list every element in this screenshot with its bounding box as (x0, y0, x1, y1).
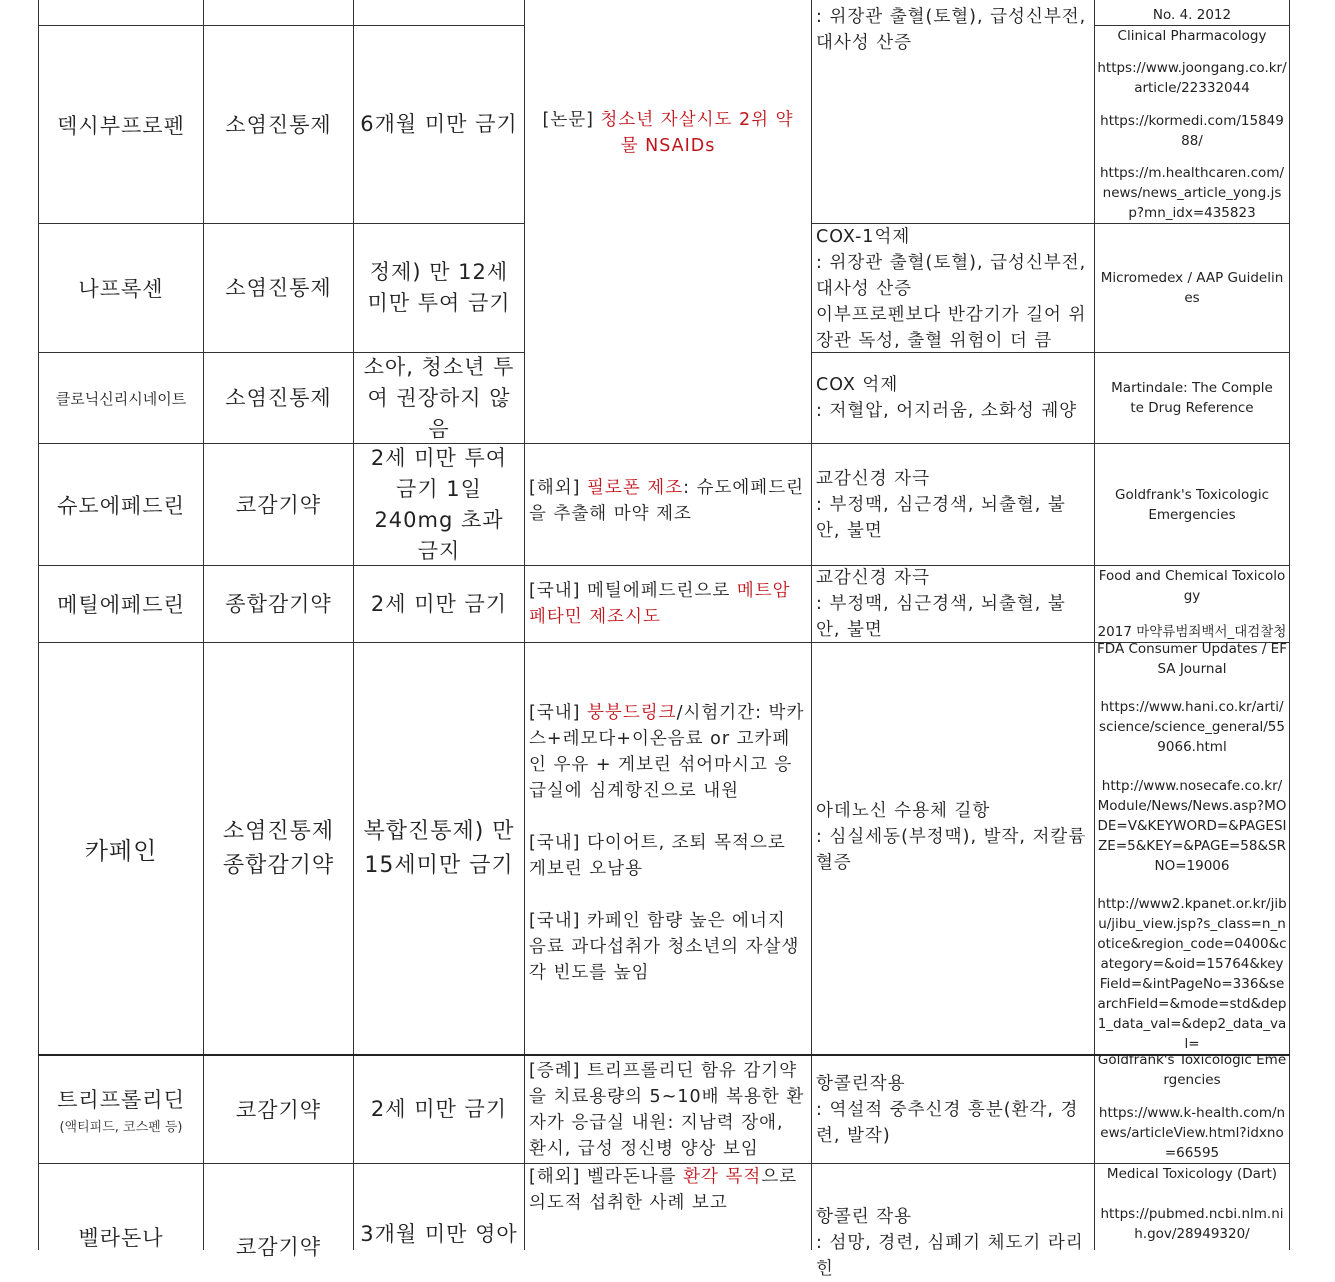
source-link[interactable]: http://www.nosecafe.co.kr/Module/News/News.asp?MODE=V&KEYWORD=&PAGESIZE=5&KEY=&PAGE=58&SRNO=19006 (1097, 777, 1287, 874)
top-source (1095, 0, 1289, 25)
nsaid-case-cell (525, 0, 811, 443)
drug-class-cell (204, 444, 353, 565)
case-prefix: [국내] (529, 702, 588, 723)
source-link[interactable]: https://m.healthcaren.com/news/news_article_yong.jsp?mn_idx=435823 (1099, 164, 1285, 221)
source-line: Martindale: The Complete Drug Reference (1111, 380, 1273, 416)
case-highlight: 붕붕드링크 (587, 702, 677, 723)
drug-class: 코감기약 (235, 1097, 322, 1122)
effect-line: 아데노신 수용체 길항 (816, 800, 991, 821)
effect-line: 항콜린작용 (816, 1073, 906, 1094)
effect-cell (812, 1164, 1094, 1279)
source-cell (1095, 1164, 1289, 1250)
drug-name: 벨라돈나 (78, 1226, 164, 1250)
effect-cell (812, 444, 1094, 565)
drug-class: 소염진통제 (225, 276, 332, 300)
age-restriction: 소아, 청소년 투여 권장하지 않음 (363, 354, 515, 441)
drug-name: 카페인 (84, 837, 158, 865)
source-line: Clinical Pharmacology (1117, 28, 1267, 44)
table-border-right (1289, 0, 1290, 1250)
drug-class: 소염진통제 (225, 112, 332, 137)
effect-line: 교감신경 자극 (816, 568, 930, 588)
effect-line: : 역설적 중추신경 흥분(환각, 경련, 발작) (816, 1099, 1079, 1146)
case-text: 으로 의도적 섭취한 사례 보고 (529, 1167, 798, 1213)
drug-name-cell (39, 1164, 203, 1250)
case-prefix: [국내] 메틸에페드린으로 (529, 581, 737, 601)
effect-line: : 부정맥, 심근경색, 뇌출혈, 불안, 불면 (816, 594, 1066, 640)
effect-line: COX-1억제 (816, 227, 911, 247)
case-text: [증례] 트리프롤리딘 함유 감기약을 치료용량의 5~10배 복용한 환자가 응급실 내원: 지남력 장애, 환시, 급성 정신병 양상 보임 (529, 1060, 805, 1159)
case-highlight: 필로폰 제조 (587, 477, 684, 498)
drug-name-cell (39, 1056, 203, 1163)
drug-class: 소염진통제 (225, 386, 332, 410)
case-cell (525, 444, 811, 565)
case-cell (525, 566, 811, 642)
drug-class-cell (204, 224, 353, 352)
source-line: 2017 마약류범죄백서_대검찰청 (1097, 624, 1287, 640)
effect-cell (812, 643, 1094, 1054)
source-line: FDA Consumer Updates / EFSA Journal (1097, 641, 1287, 677)
drug-name-cell (39, 353, 203, 443)
source-line: Goldfrank's Toxicologic Emergencies (1097, 1052, 1287, 1088)
drug-name-cell (39, 566, 203, 642)
source-link[interactable]: https://www.hani.co.kr/arti/science/science_general/559066.html (1099, 699, 1285, 756)
drug-class: 코감기약 (235, 492, 322, 517)
case-highlight: 메트암페타민 제조시도 (529, 581, 791, 627)
drug-class-cell (204, 26, 353, 223)
age-cell (354, 566, 524, 642)
age-restriction: 2세 미만 투여 금기 1일 240mg 초과 금지 (370, 445, 508, 563)
case-prefix: [해외] 벨라돈나를 (529, 1167, 684, 1187)
age-cell (354, 224, 524, 352)
drug-class-cell (204, 353, 353, 443)
drug-class-cell (204, 1164, 353, 1259)
case-text: : 슈도에페드린을 추출해 마약 제조 (529, 477, 805, 524)
source-link[interactable]: https://kormedi.com/1584988/ (1100, 112, 1284, 149)
drug-name: 트리프롤리딘 (57, 1088, 185, 1112)
drug-class: 종합감기약 (225, 592, 332, 616)
source-link[interactable]: http://www2.kpanet.or.kr/jibu/jibu_view.jsp?s_class=n_notice&region_code=0400&category=&oid=15764&keyField=&intPageNo=336&searchField=&mode=std&dep1_data_val=&dep2_data_val= (1097, 895, 1287, 1052)
age-cell (354, 353, 524, 443)
source-cell (1095, 566, 1289, 642)
effect-cell (812, 566, 1094, 642)
effect-line: : 위장관 출혈(토혈), 급성신부전, 대사성 산증 (816, 253, 1087, 299)
case-text: [국내] 카페인 함량 높은 에너지 음료 과다섭취가 청소년의 자살생각 빈도를 높임 (529, 910, 800, 983)
drug-name: 메틸에페드린 (57, 593, 185, 617)
top-effect (812, 0, 1094, 70)
drug-name: 나프록센 (78, 277, 164, 301)
effect-line: : 섬망, 경련, 심폐기 체도기 라리힌 (816, 1233, 1084, 1279)
effect-line: COX 억제 (816, 375, 899, 395)
age-cell (354, 1164, 524, 1250)
drug-class: 소염진통제 종합감기약 (222, 818, 335, 878)
effect-line: : 부정맥, 심근경색, 뇌출혈, 불안, 불면 (816, 494, 1066, 541)
age-restriction: 6개월 미만 금기 (360, 112, 518, 136)
source-cell (1095, 1052, 1289, 1163)
effect-line: 교감신경 자극 (816, 468, 930, 489)
source-cell (1095, 353, 1289, 443)
drug-class-cell (204, 566, 353, 642)
age-cell (354, 444, 524, 565)
case-cell (525, 643, 811, 1054)
drug-name: 덱시부프로펜 (57, 113, 185, 138)
case-text (537, 107, 799, 159)
case-prefix: [해외] (529, 477, 588, 498)
effect-line: 이부프로펜보다 반감기가 길어 위장관 독성, 출혈 위험이 더 큼 (816, 305, 1087, 351)
drug-name-cell (39, 643, 203, 1054)
age-restriction: 2세 미만 금기 (370, 591, 508, 616)
source-line: Micromedex / AAP Guidelines (1100, 270, 1284, 306)
case-prefix: [논문] (542, 110, 601, 130)
case-text: [국내] 다이어트, 조퇴 목적으로 게보린 오남용 (529, 832, 786, 879)
source-link[interactable]: https://pubmed.ncbi.nlm.nih.gov/28949320/ (1100, 1206, 1284, 1242)
source-cell (1095, 643, 1289, 1054)
age-restriction: 2세 미만 금기 (370, 1097, 508, 1121)
drug-class-cell (204, 1056, 353, 1163)
source-line: Goldfrank's Toxicologic Emergencies (1115, 486, 1269, 523)
source-line: Medical Toxicology (Dart) (1106, 1166, 1278, 1182)
drug-name-cell (39, 444, 203, 565)
age-cell (354, 643, 524, 1054)
age-restriction: 3개월 미만 영아 (360, 1222, 518, 1246)
drug-name: 클로닉신리시네이트 (55, 389, 187, 408)
case-text: /시험기간: 박카스+레모다+이온음료 or 고카페인 우유 + 게보린 섞어마시고 응급실에 심계항진으로 내원 (529, 702, 805, 801)
drug-name-cell (39, 26, 203, 223)
effect-cell (812, 1056, 1094, 1163)
age-cell (354, 1056, 524, 1163)
source-line: Food and Chemical Toxicology (1098, 568, 1286, 604)
drug-name-cell (39, 224, 203, 352)
source-link[interactable]: https://www.joongang.co.kr/article/22332044 (1097, 60, 1287, 97)
effect-cell (812, 224, 1094, 352)
drug-brand-names: (액티피드, 코스펜 등) (59, 1120, 183, 1135)
source-cell (1095, 224, 1289, 352)
effect-line: 항콜린 작용 (816, 1207, 913, 1227)
effect-line: : 저혈압, 어지러움, 소화성 궤양 (816, 401, 1078, 421)
case-cell (525, 1056, 811, 1163)
effect-line: : 심실세동(부정맥), 발작, 저칼륨혈증 (816, 826, 1087, 873)
drug-table (38, 0, 1290, 1279)
drug-class: 코감기약 (235, 1235, 322, 1259)
case-cell (525, 1164, 811, 1250)
source-cell (1095, 444, 1289, 565)
case-highlight: 청소년 자살시도 2위 약물 NSAIDs (600, 110, 794, 156)
source-link[interactable]: https://www.k-health.com/news/articleView.html?idxno=66595 (1098, 1105, 1286, 1161)
age-restriction: 정제) 만 12세미만 투여 금기 (367, 260, 511, 315)
source-line: No. 4. 2012 (1152, 7, 1232, 23)
source-cell (1095, 26, 1289, 223)
drug-class-cell (204, 643, 353, 1054)
drug-name: 슈도에페드린 (57, 493, 185, 518)
case-highlight: 환각 목적 (683, 1167, 762, 1187)
effect-line: : 위장관 출혈(토혈), 급성신부전, 대사성 산증 (816, 7, 1087, 53)
effect-cell (812, 353, 1094, 443)
age-restriction: 복합진통제) 만 15세미만 금기 (363, 818, 515, 878)
age-cell (354, 26, 524, 223)
